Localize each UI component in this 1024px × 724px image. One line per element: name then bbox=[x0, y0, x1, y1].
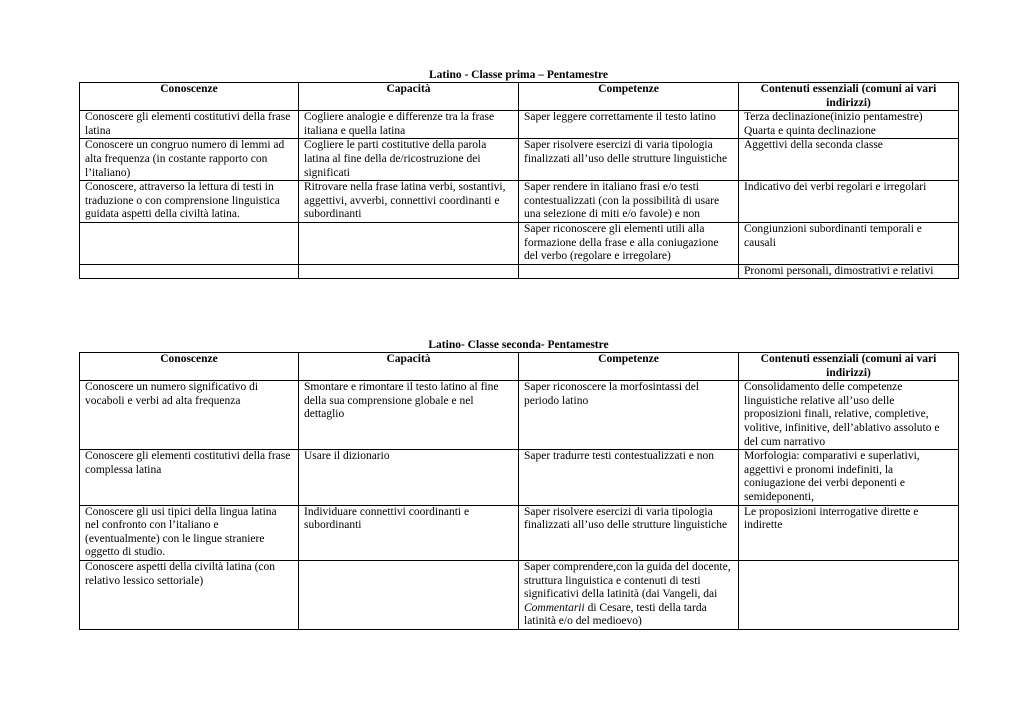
table-cell: Saper riconoscere la morfosintassi del periodo latino bbox=[519, 381, 739, 450]
table-row bbox=[80, 139, 959, 181]
table-cell: Indicativo dei verbi regolari e irregolari bbox=[739, 181, 959, 223]
table-row bbox=[80, 222, 959, 264]
table-cell: Saper risolvere esercizi di varia tipologia finalizzati all’uso delle strutture linguistiche bbox=[519, 505, 739, 560]
table-cell: Conoscere aspetti della civiltà latina (con relativo lessico settoriale) bbox=[80, 560, 299, 629]
column-header-conoscenze: Conoscenze bbox=[80, 353, 299, 381]
table-cell: Congiunzioni subordinanti temporali e causali bbox=[739, 222, 959, 264]
table-header-row bbox=[80, 83, 959, 111]
table-row bbox=[80, 560, 959, 629]
table-cell: Saper riconoscere gli elementi utili alla formazione della frase e alla coniugazione del verbo (regolare e irregolare) bbox=[519, 222, 739, 264]
column-header-competenze: Competenze bbox=[519, 83, 739, 111]
table-cell bbox=[299, 560, 519, 629]
table-row bbox=[80, 181, 959, 223]
column-header-contenuti: Contenuti essenziali (comuni ai vari indirizzi) bbox=[739, 83, 959, 111]
table-row bbox=[80, 264, 959, 279]
syllabus-table bbox=[79, 352, 959, 630]
table-row bbox=[80, 505, 959, 560]
table-header-row bbox=[80, 353, 959, 381]
table-cell: Ritrovare nella frase latina verbi, sostantivi, aggettivi, avverbi, connettivi coordinanti e subordinanti bbox=[299, 181, 519, 223]
table-title: Latino- Classe seconda- Pentamestre bbox=[428, 339, 609, 351]
table-cell bbox=[80, 222, 299, 264]
table-cell: Conoscere gli usi tipici della lingua latina nel confronto con l’italiano e (eventualmente) con le lingue straniere oggetto di studio. bbox=[80, 505, 299, 560]
table-section-classe-prima bbox=[79, 68, 958, 279]
table-cell bbox=[299, 222, 519, 264]
column-header-contenuti: Contenuti essenziali (comuni ai vari indirizzi) bbox=[739, 353, 959, 381]
table-cell: Terza declinazione(inizio pentamestre) Quarta e quinta declinazione bbox=[739, 111, 959, 139]
table-cell: Usare il dizionario bbox=[299, 450, 519, 505]
table-cell bbox=[519, 264, 739, 279]
table-cell bbox=[519, 560, 739, 629]
table-cell: Conoscere un numero significativo di vocaboli e verbi ad alta frequenza bbox=[80, 381, 299, 450]
syllabus-table bbox=[79, 82, 959, 279]
table-cell: Saper risolvere esercizi di varia tipologia finalizzati all’uso delle strutture linguistiche bbox=[519, 139, 739, 181]
table-section-classe-seconda bbox=[79, 338, 958, 630]
table-cell: Pronomi personali, dimostrativi e relativi bbox=[739, 264, 959, 279]
table-cell: Cogliere analogie e differenze tra la frase italiana e quella latina bbox=[299, 111, 519, 139]
table-cell: Individuare connettivi coordinanti e subordinanti bbox=[299, 505, 519, 560]
table-cell: Cogliere le parti costitutive della parola latina al fine della de/ricostruzione dei significati bbox=[299, 139, 519, 181]
table-row bbox=[80, 450, 959, 505]
table-cell: Conoscere gli elementi costitutivi della frase latina bbox=[80, 111, 299, 139]
table-cell: Le proposizioni interrogative dirette e indirette bbox=[739, 505, 959, 560]
table-cell: Saper rendere in italiano frasi e/o testi contestualizzati (con la possibilità di usare una selezione di miti e/o favole) e non bbox=[519, 181, 739, 223]
cell-text-before: Saper comprendere,con la guida del docente, struttura linguistica e contenuti di testi significativi della latinità (dai Vangeli, dai bbox=[524, 560, 731, 601]
column-header-capacita: Capacità bbox=[299, 83, 519, 111]
table-cell: Consolidamento delle competenze linguistiche relative all’uso delle proposizioni finali, relative, completive, volitive, infinitive, dell’ablativo assoluto e del cum narrativo bbox=[739, 381, 959, 450]
table-cell bbox=[80, 264, 299, 279]
table-cell: Saper leggere correttamente il testo latino bbox=[519, 111, 739, 139]
table-cell bbox=[739, 560, 959, 629]
cell-text-italic: Commentarii bbox=[524, 601, 585, 614]
table-cell: Morfologia: comparativi e superlativi, aggettivi e pronomi indefiniti, la coniugazione dei verbi deponenti e semideponenti, bbox=[739, 450, 959, 505]
table-cell: Conoscere gli elementi costitutivi della frase complessa latina bbox=[80, 450, 299, 505]
table-cell: Aggettivi della seconda classe bbox=[739, 139, 959, 181]
column-header-competenze: Competenze bbox=[519, 353, 739, 381]
table-row bbox=[80, 111, 959, 139]
table-cell: Saper tradurre testi contestualizzati e non bbox=[519, 450, 739, 505]
table-cell bbox=[299, 264, 519, 279]
table-title: Latino - Classe prima – Pentamestre bbox=[429, 69, 608, 81]
table-cell: Smontare e rimontare il testo latino al fine della sua comprensione globale e nel dettaglio bbox=[299, 381, 519, 450]
table-cell: Conoscere, attraverso la lettura di testi in traduzione o con comprensione linguistica guidata aspetti della civiltà latina. bbox=[80, 181, 299, 223]
column-header-conoscenze: Conoscenze bbox=[80, 83, 299, 111]
table-cell: Conoscere un congruo numero di lemmi ad alta frequenza (in costante rapporto con l’italiano) bbox=[80, 139, 299, 181]
cell-text-after: di Cesare, testi della tarda latinità e/o del medioevo) bbox=[524, 601, 707, 628]
column-header-capacita: Capacità bbox=[299, 353, 519, 381]
table-row bbox=[80, 381, 959, 450]
